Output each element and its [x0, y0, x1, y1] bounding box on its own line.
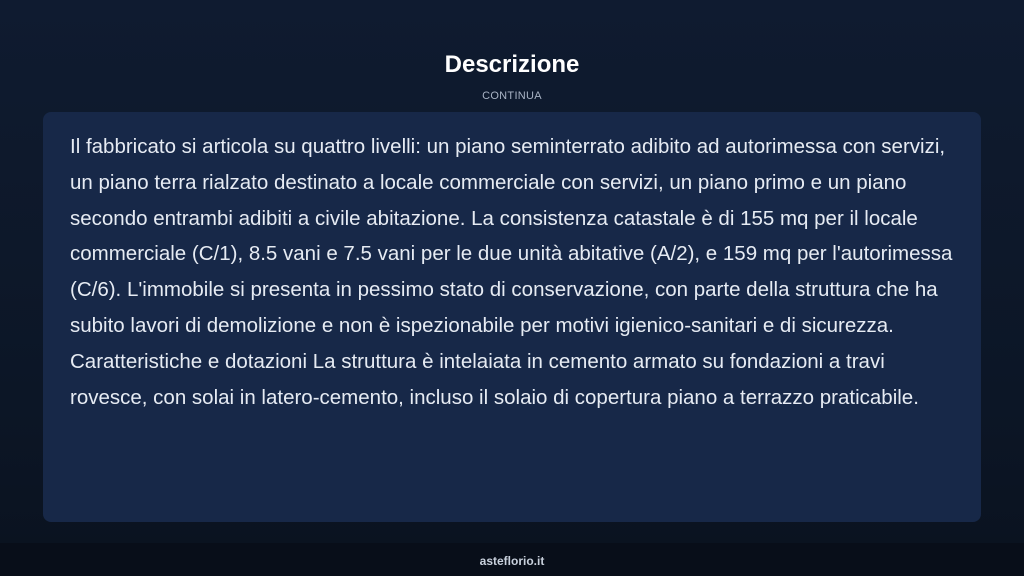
- page-subtitle: CONTINUA: [482, 90, 542, 102]
- page-title: Descrizione: [444, 51, 580, 78]
- description-text: Il fabbricato si articola su quattro livelli: un piano seminterrato adibito ad autorimessa con servizi, un piano terra rialzato destinato a locale commerciale con servizi, un piano primo e un piano secondo entrambi adibiti a civile abitazione. La consistenza catastale è di 155 mq per il locale commerciale (C/1), 8.5 vani e 7.5 vani per le due unità abitative (A/2), e 159 mq per l'autorimessa (C/6). L'immobile si presenta in pessimo stato di conservazione, con parte della struttura che ha subito lavori di demolizione e non è ispezionabile per motivi igienico-sanitari e di sicurezza. Caratteristiche e dotazioni La struttura è intelaiata in cemento armato su fondazioni a travi rovesce, con solai in latero-cemento, incluso il solaio di copertura piano a terrazzo praticabile.: [70, 135, 953, 409]
- description-card: [43, 112, 981, 522]
- footer-site-label: asteflorio.it: [479, 554, 545, 568]
- footer-bar: [0, 543, 1024, 576]
